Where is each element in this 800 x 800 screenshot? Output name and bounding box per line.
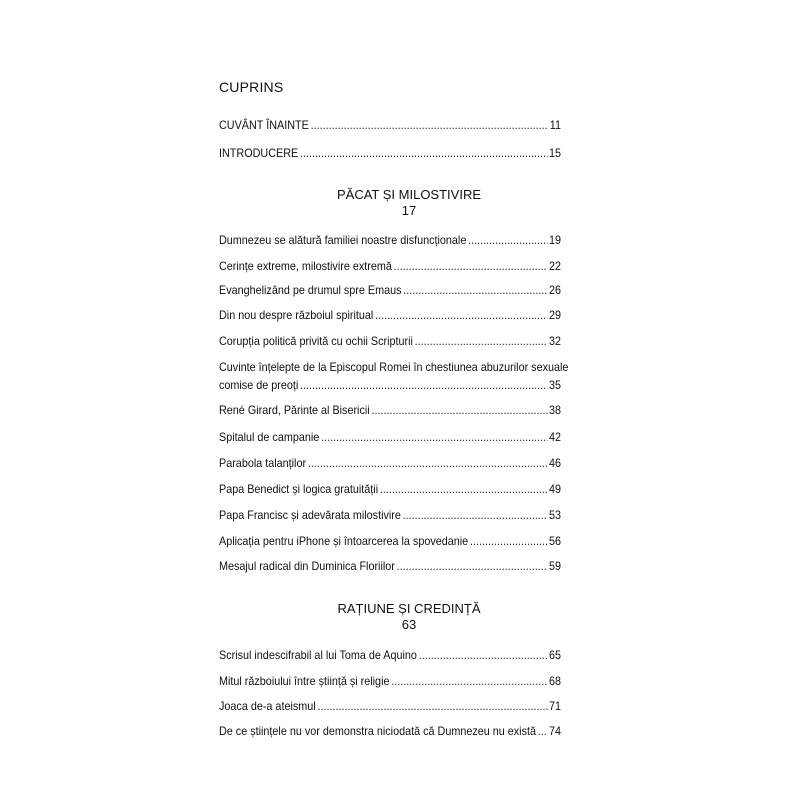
leader-dots <box>419 647 547 663</box>
entry-page: 15 <box>548 146 561 160</box>
toc-title: CUPRINS <box>219 79 284 95</box>
leader-dots <box>397 558 548 574</box>
entry-title: CUVÂNT ÎNAINTE <box>219 118 309 132</box>
leader-dots <box>308 455 547 471</box>
entry-title: Dumnezeu se alătură familiei noastre disfuncționale <box>219 233 467 247</box>
toc-entry[interactable] <box>219 698 561 714</box>
entry-title: Parabola talanților <box>219 456 307 470</box>
leader-dots <box>300 377 547 393</box>
entry-title: Din nou despre războiul spiritual <box>219 308 374 322</box>
entry-page: 29 <box>548 308 561 322</box>
entry-page: 38 <box>548 403 561 417</box>
entry-title: Papa Francisc și adevărata milostivire <box>219 508 401 522</box>
toc-entry[interactable] <box>219 282 561 298</box>
leader-dots <box>311 117 548 133</box>
entry-page: 35 <box>548 378 561 392</box>
toc-entry[interactable] <box>219 429 561 445</box>
section-title: RAȚIUNE ȘI CREDINȚĂ <box>337 601 481 616</box>
entry-page: 32 <box>548 334 561 348</box>
entry-page: 46 <box>548 456 561 470</box>
entry-page: 59 <box>548 559 561 573</box>
leader-dots <box>403 282 547 298</box>
entry-page: 11 <box>549 118 561 132</box>
entry-title-line1: Cuvinte înțelepte de la Episcopul Romei în chestiunea abuzurilor sexuale <box>219 360 569 374</box>
leader-dots <box>371 402 547 418</box>
toc-entry[interactable] <box>219 117 561 133</box>
toc-entry[interactable] <box>219 307 561 323</box>
entry-title: Corupția politică privită cu ochii Scripturii <box>219 334 413 348</box>
leader-dots <box>317 698 547 714</box>
entry-page: 26 <box>548 283 561 297</box>
toc-entry[interactable] <box>219 333 561 349</box>
leader-dots <box>300 145 547 161</box>
entry-page: 56 <box>548 534 561 548</box>
entry-title: René Girard, Părinte al Bisericii <box>219 403 370 417</box>
entry-title: INTRODUCERE <box>219 146 299 160</box>
entry-title: Mesajul radical din Duminica Floriilor <box>219 559 395 573</box>
toc-entry[interactable] <box>219 258 561 274</box>
entry-page: 65 <box>548 648 561 662</box>
entry-title: Scrisul indescifrabil al lui Toma de Aquino <box>219 648 417 662</box>
entry-title: De ce științele nu vor demonstra niciodată că Dumnezeu nu există <box>219 724 536 738</box>
entry-title: Joaca de-a ateismul <box>219 699 316 713</box>
leader-dots <box>394 258 548 274</box>
entry-title: Evanghelizând pe drumul spre Emaus <box>219 283 402 297</box>
entry-page: 74 <box>548 724 561 738</box>
toc-entry[interactable] <box>219 455 561 471</box>
entry-page: 53 <box>548 508 561 522</box>
toc-entry[interactable] <box>219 145 561 161</box>
entry-page: 42 <box>548 430 561 444</box>
section-heading <box>219 187 599 219</box>
leader-dots <box>391 673 547 689</box>
leader-dots <box>415 333 547 349</box>
entry-title: Mitul războiului între știință și religie <box>219 674 390 688</box>
toc-entry[interactable] <box>219 558 561 574</box>
section-title: PĂCAT ȘI MILOSTIVIRE <box>337 187 481 202</box>
toc-entry[interactable] <box>219 507 561 523</box>
entry-title: Spitalul de campanie <box>219 430 320 444</box>
toc-entry[interactable] <box>219 359 569 393</box>
entry-page: 22 <box>548 259 561 273</box>
leader-dots <box>321 429 547 445</box>
toc-entry[interactable] <box>219 232 561 248</box>
leader-dots <box>468 232 547 248</box>
toc-entry[interactable] <box>219 533 561 549</box>
entry-title: Cerințe extreme, milostivire extremă <box>219 259 392 273</box>
entry-page: 19 <box>548 233 561 247</box>
toc-entry[interactable] <box>219 723 561 739</box>
entry-page: 71 <box>548 699 561 713</box>
section-page: 63 <box>401 617 417 632</box>
leader-dots <box>470 533 547 549</box>
leader-dots <box>375 307 547 323</box>
toc-entry[interactable] <box>219 673 561 689</box>
entry-title: comise de preoți <box>219 378 299 392</box>
leader-dots <box>380 481 547 497</box>
leader-dots <box>403 507 548 523</box>
leader-dots <box>538 723 547 739</box>
section-page: 17 <box>401 203 417 218</box>
entry-title: Papa Benedict și logica gratuității <box>219 482 379 496</box>
toc-entry[interactable] <box>219 481 561 497</box>
entry-title: Aplicația pentru iPhone și întoarcerea la spovedanie <box>219 534 469 548</box>
toc-entry[interactable] <box>219 402 561 418</box>
entry-page: 49 <box>548 482 561 496</box>
toc-entry[interactable] <box>219 647 561 663</box>
section-heading <box>219 601 599 633</box>
entry-page: 68 <box>548 674 561 688</box>
